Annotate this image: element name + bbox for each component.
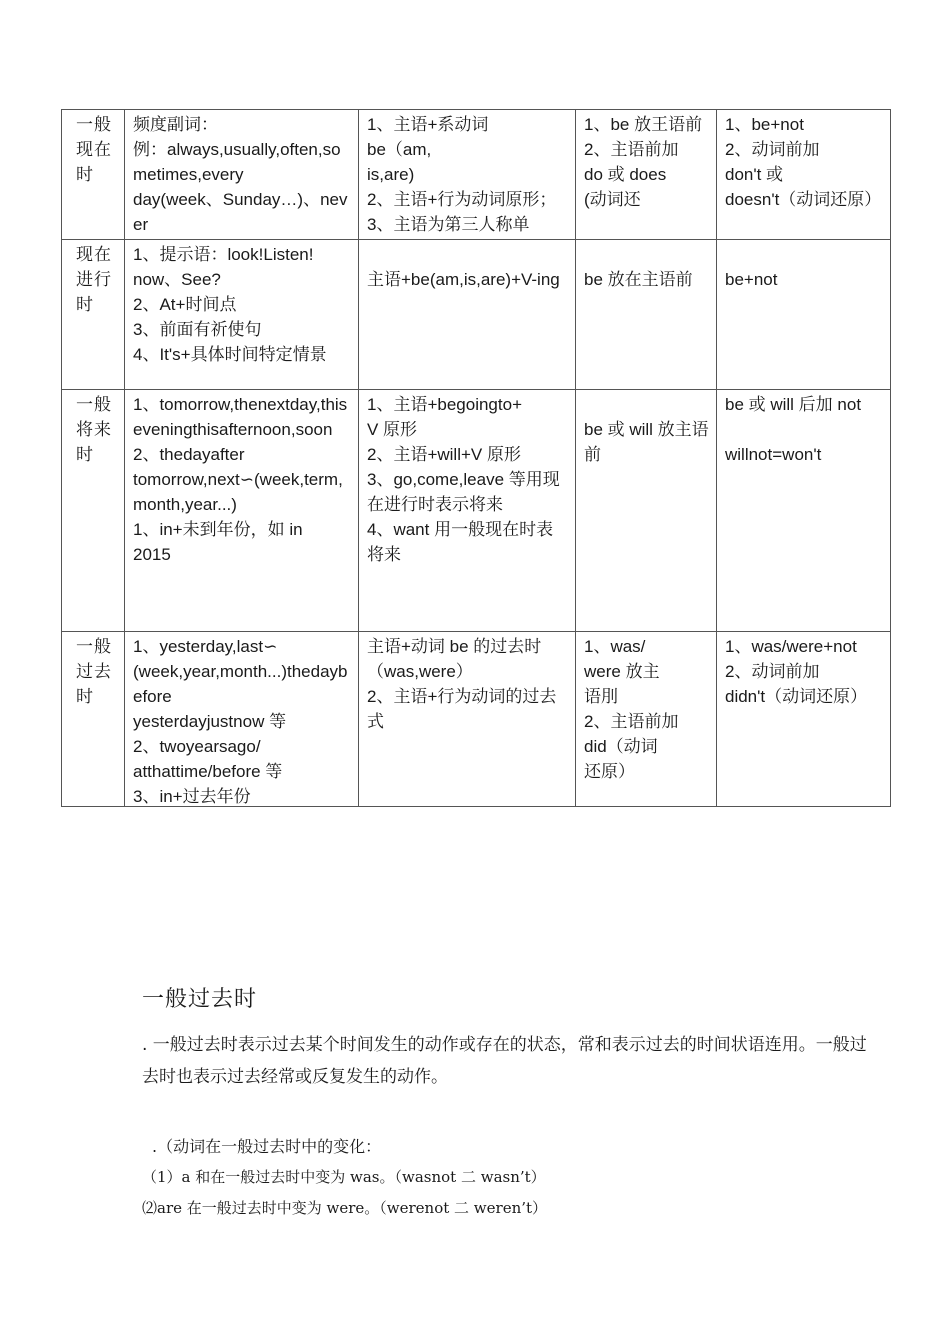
time-words-cell: 1、提示语：look!Listen! now、See? 2、At+时间点 3、前面有祈使句 4、It's+具体时间特定情景 [125,240,359,390]
section-title: 一般过去时 [142,987,258,1012]
time-words-cell: 1、tomorrow,thenextday,thiseveningthisafternoon,soon 2、thedayafter tomorrow,next∽(week,term,month,year...) 1、in+未到年份，如 in 2015 [125,390,359,632]
negative-form-cell: be 或 will 后加 not willnot=won't [717,390,891,632]
change-item: ⑵are 在一般过去时中变为 were。（werenot 二 weren’t） [142,1199,548,1217]
table-row [62,240,891,390]
negative-form-cell: be+not [717,240,891,390]
tense-name-cell [62,390,125,632]
tense-name: 一般 现在 时 [76,115,112,184]
tense-name-cell [62,632,125,807]
structure-cell: 1、主语+begoingto+ V 原形 2、主语+will+V 原形 3、go,come,leave 等用现在进行时表示将来 4、want 用一般现在时表将来 [359,390,576,632]
time-words-cell: 1、yesterday,last∽ (week,year,month...)thedaybefore yesterdayjustnow 等 2、twoyearsago/ atthattime/before 等 3、in+过去年份 [125,632,359,807]
structure-cell: 主语+动词 be 的过去时 （was,were） 2、主语+行为动词的过去式 [359,632,576,807]
question-form-cell: be 放在主语前 [576,240,717,390]
table-row [62,110,891,240]
structure-cell: 主语+be(am,is,are)+V-ing [359,240,576,390]
time-words-cell: 频度副词： 例：always,usually,often,sometimes,every day(week、Sunday…)、never [125,110,359,240]
tense-name-cell [62,110,125,240]
negative-form-cell: 1、was/were+not 2、动词前加 didn't（动词还原） [717,632,891,807]
verb-changes [142,1131,882,1224]
question-form-cell: be 或 will 放主语前 [576,390,717,632]
change-item: （1）a 和在一般过去时中变为 was。（wasnot 二 wasn’t） [142,1168,546,1186]
tense-summary-table [61,109,891,807]
changes-heading: .（动词在一般过去时中的变化： [152,1137,382,1156]
tense-name: 一般 将来 时 [76,395,112,464]
question-form-cell: 1、was/ were 放主 语刖 2、主语前加 did（动词 还原） [576,632,717,807]
table-row [62,390,891,632]
tense-name: 现在 进行 时 [76,245,112,314]
past-tense-section [142,982,882,1224]
negative-form-cell: 1、be+not 2、动词前加 don't 或 doesn't（动词还原） [717,110,891,240]
table-row [62,632,891,807]
question-form-cell: 1、be 放王语前 2、主语前加 do 或 does (动词还 [576,110,717,240]
section-description: . 一般过去时表示过去某个时间发生的动作或存在的状态，常和表示过去的时间状语连用。一般过去时也表示过去经常或反复发生的动作。 [142,1035,867,1087]
structure-cell: 1、主语+系动词 be（am, is,are) 2、主语+行为动词原形； 3、主语为第三人称单 [359,110,576,240]
tense-name: 一般 过去 时 [76,637,112,706]
tense-name-cell [62,240,125,390]
